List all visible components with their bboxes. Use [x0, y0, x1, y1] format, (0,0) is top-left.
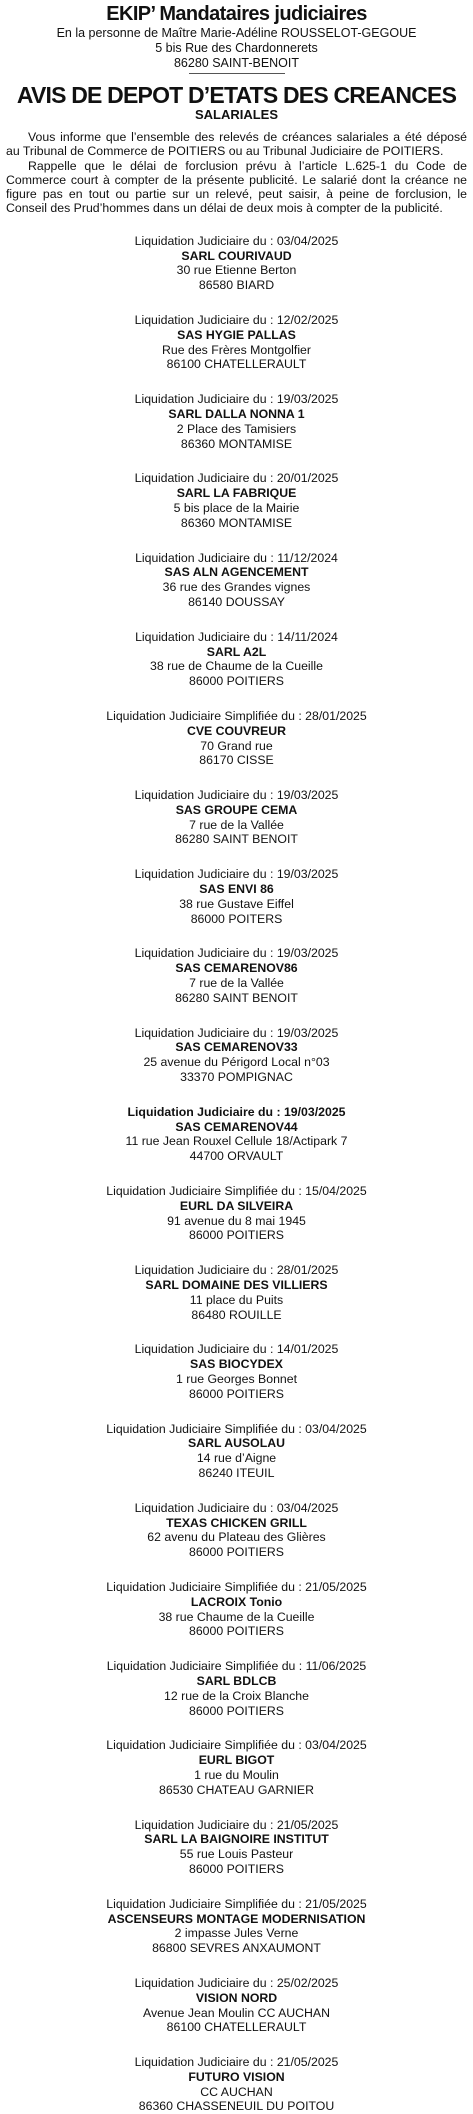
entry-company-name: ASCENSEURS MONTAGE MODERNISATION	[107, 1911, 366, 1926]
entry-address-line: 2 Place des Tamisiers	[176, 421, 297, 436]
entry-procedure: Liquidation Judiciaire du : 19/03/2025	[127, 1104, 346, 1119]
entry-address-line: 86580 BIARD	[198, 278, 275, 293]
firm-person-line: En la personne de Maître Marie-Adéline ROUSSELOT-GEGOUE	[56, 26, 417, 40]
entry-address-line: 86000 POITIERS	[188, 1624, 284, 1639]
entry-company-name: SARL LA BAIGNOIRE INSTITUT	[144, 1832, 329, 1847]
list-item	[6, 867, 467, 926]
list-item	[6, 1738, 467, 1797]
entry-address-line: 11 place du Puits	[189, 1292, 284, 1307]
entry-address-line: 44700 ORVAULT	[189, 1149, 284, 1164]
entry-company-name: VISION NORD	[195, 1990, 278, 2005]
entry-procedure: Liquidation Judiciaire du : 19/03/2025	[134, 788, 339, 803]
entry-address-line: 1 rue du Moulin	[194, 1767, 279, 1782]
list-item	[6, 1263, 467, 1322]
entry-address-line: 2 impasse Jules Verne	[174, 1926, 299, 1941]
entry-address-line: 38 rue Gustave Eiffel	[179, 896, 294, 911]
list-item	[6, 1026, 467, 1085]
entry-address-line: 86000 POITIERS	[188, 1703, 284, 1718]
list-item	[6, 709, 467, 768]
entry-company-name: SARL A2L	[206, 644, 267, 659]
entry-procedure: Liquidation Judiciaire du : 21/05/2025	[134, 1817, 339, 1832]
entry-procedure: Liquidation Judiciaire du : 19/03/2025	[134, 946, 339, 961]
entry-address-line: 7 rue de la Vallée	[189, 817, 284, 832]
entry-address-line: 62 avenu du Plateau des Glières	[147, 1530, 326, 1545]
entry-company-name: SARL DALLA NONNA 1	[168, 406, 305, 421]
list-item	[6, 1818, 467, 1877]
entry-address-line: Rue des Frères Montgolfier	[162, 342, 311, 357]
entry-procedure: Liquidation Judiciaire Simplifiée du : 11/06/2025	[106, 1659, 367, 1674]
entry-address-line: 5 bis place de la Mairie	[173, 500, 300, 515]
entry-procedure: Liquidation Judiciaire du : 11/12/2024	[135, 550, 338, 565]
entry-address-line: 86360 MONTAMISE	[180, 436, 293, 451]
entry-address-line: 86240 ITEUIL	[198, 1465, 275, 1480]
entry-company-name: LACROIX Tonio	[190, 1594, 283, 1609]
entry-procedure: Liquidation Judiciaire Simplifiée du : 15/04/2025	[106, 1184, 367, 1199]
list-item	[6, 1422, 467, 1481]
entry-company-name: SAS CEMARENOV44	[175, 1119, 298, 1134]
entry-address-line: 14 rue d’Aigne	[196, 1451, 277, 1466]
list-item	[6, 946, 467, 1005]
entry-procedure: Liquidation Judiciaire du : 28/01/2025	[134, 1263, 339, 1278]
entry-address-line: 11 rue Jean Rouxel Cellule 18/Actipark 7	[125, 1134, 348, 1149]
entry-company-name: SAS BIOCYDEX	[190, 1357, 283, 1372]
entry-address-line: 86000 POITIERS	[188, 1861, 284, 1876]
entry-company-name: SAS ENVI 86	[199, 882, 274, 897]
entry-address-line: 70 Grand rue	[200, 738, 273, 753]
entry-address-line: 86170 CISSE	[199, 753, 274, 768]
list-item	[6, 471, 467, 530]
entry-company-name: SAS HYGIE PALLAS	[177, 327, 296, 342]
entry-address-line: 86360 CHASSENEUIL DU POITOU	[138, 2099, 335, 2114]
entry-procedure: Liquidation Judiciaire Simplifiée du : 03/04/2025	[106, 1738, 367, 1753]
entry-procedure: Liquidation Judiciaire du : 19/03/2025	[134, 867, 339, 882]
entry-company-name: SAS GROUPE CEMA	[175, 802, 298, 817]
entry-address-line: 86360 MONTAMISE	[180, 515, 293, 530]
entry-address-line: 38 rue Chaume de la Cueille	[158, 1609, 315, 1624]
entry-address-line: 86100 CHATELLERAULT	[166, 2020, 307, 2035]
header-divider	[189, 73, 285, 74]
entry-company-name: SAS ALN AGENCEMENT	[164, 565, 309, 580]
entry-company-name: SARL BDLCB	[196, 1673, 277, 1688]
list-item	[6, 630, 467, 689]
entry-company-name: SARL DOMAINE DES VILLIERS	[145, 1278, 328, 1293]
entry-company-name: CVE COUVREUR	[186, 723, 287, 738]
entry-procedure: Liquidation Judiciaire Simplifiée du : 21/05/2025	[106, 1896, 367, 1911]
entry-address-line: 12 rue de la Croix Blanche	[164, 1688, 309, 1703]
entry-address-line: 86000 POITIERS	[188, 1386, 284, 1401]
entry-address-line: CC AUCHAN	[200, 2084, 273, 2099]
firm-address-line1: 5 bis Rue des Chardonnerets	[155, 41, 318, 55]
entry-address-line: 86000 POITIERS	[188, 674, 284, 689]
entry-address-line: 36 rue des Grandes vignes	[162, 580, 311, 595]
notice-title: AVIS DE DEPOT D’ETATS DES CREANCES	[16, 82, 457, 108]
list-item	[6, 313, 467, 372]
entry-address-line: 86000 POITIERS	[188, 1545, 284, 1560]
entry-company-name: SAS CEMARENOV86	[175, 961, 298, 976]
entry-address-line: 55 rue Louis Pasteur	[179, 1847, 294, 1862]
entry-procedure: Liquidation Judiciaire du : 14/01/2025	[134, 1342, 339, 1357]
legal-notice-page	[0, 2, 473, 2114]
entry-address-line: 86000 POITERS	[190, 911, 283, 926]
list-item	[6, 788, 467, 847]
list-item	[6, 1184, 467, 1243]
entry-address-line: 86480 ROUILLE	[191, 1307, 282, 1322]
entry-procedure: Liquidation Judiciaire Simplifiée du : 21/05/2025	[106, 1579, 367, 1594]
notice-paragraph-2: Rappelle que le délai de forclusion prévu à l’article L.625-1 du Code de Commerce court à compter de la présente publicité. Le salarié dont la créance ne figure pas en tout ou partie sur un relevé, peut saisir, à peine de forclusion, le Conseil des Prud’hommes dans un délai de deux mois à compter de la publicité.	[6, 158, 467, 216]
list-item	[6, 551, 467, 610]
list-item	[6, 1659, 467, 1718]
entry-company-name: EURL BIGOT	[198, 1753, 275, 1768]
entry-procedure: Liquidation Judiciaire Simplifiée du : 28/01/2025	[106, 708, 367, 723]
entry-company-name: SARL COURIVAUD	[181, 248, 292, 263]
entry-procedure: Liquidation Judiciaire du : 14/11/2024	[135, 629, 338, 644]
list-item	[6, 1580, 467, 1639]
entry-address-line: 25 avenue du Périgord Local n°03	[143, 1055, 330, 1070]
list-item	[6, 1342, 467, 1401]
list-item	[6, 1897, 467, 1956]
list-item	[6, 2055, 467, 2114]
entry-address-line: Avenue Jean Moulin CC AUCHAN	[142, 2005, 331, 2020]
entry-company-name: SARL LA FABRIQUE	[176, 486, 297, 501]
entry-address-line: 1 rue Georges Bonnet	[176, 1372, 297, 1386]
entry-company-name: TEXAS CHICKEN GRILL	[166, 1515, 307, 1530]
entry-company-name: SAS CEMARENOV33	[175, 1040, 298, 1055]
entry-address-line: 38 rue de Chaume de la Cueille	[150, 659, 323, 674]
entry-company-name: FUTURO VISION	[188, 2069, 285, 2084]
list-item	[6, 1501, 467, 1560]
entries-list	[6, 234, 467, 2114]
entry-procedure: Liquidation Judiciaire du : 21/05/2025	[134, 2055, 339, 2070]
entry-address-line: 86140 DOUSSAY	[188, 594, 285, 609]
notice-paragraph-1: Vous informe que l’ensemble des relevés de créances salariales a été déposé au Tribunal de Commerce de POITIERS ou au Tribunal Judiciaire de POITIERS.	[6, 130, 467, 159]
entry-procedure: Liquidation Judiciaire du : 12/02/2025	[134, 312, 339, 327]
entry-address-line: 30 rue Etienne Berton	[176, 263, 297, 278]
entry-company-name: SARL AUSOLAU	[187, 1436, 285, 1451]
entry-address-line: 86530 CHATEAU GARNIER	[159, 1782, 314, 1797]
entry-address-line: 91 avenue du 8 mai 1945	[167, 1213, 306, 1228]
entry-procedure: Liquidation Judiciaire du : 19/03/2025	[134, 1025, 339, 1040]
entry-procedure: Liquidation Judiciaire du : 20/01/2025	[134, 471, 339, 486]
entry-address-line: 86100 CHATELLERAULT	[166, 357, 307, 372]
firm-title: EKIP’ Mandataires judiciaires	[106, 3, 367, 25]
list-item	[6, 392, 467, 451]
entry-procedure: Liquidation Judiciaire du : 25/02/2025	[134, 1975, 339, 1990]
entry-address-line: 86280 SAINT BENOIT	[175, 990, 298, 1005]
entry-company-name: EURL DA SILVEIRA	[179, 1198, 294, 1213]
entry-procedure: Liquidation Judiciaire Simplifiée du : 03/04/2025	[106, 1421, 367, 1436]
firm-address-line2: 86280 SAINT-BENOIT	[173, 56, 300, 70]
entry-address-line: 86000 POITIERS	[188, 1228, 284, 1243]
entry-address-line: 7 rue de la Vallée	[189, 976, 284, 991]
entry-address-line: 86800 SEVRES ANXAUMONT	[152, 1941, 321, 1956]
entry-procedure: Liquidation Judiciaire du : 03/04/2025	[134, 233, 339, 248]
notice-subtitle: SALARIALES	[194, 107, 279, 122]
entry-procedure: Liquidation Judiciaire du : 19/03/2025	[134, 392, 339, 407]
entry-address-line: 33370 POMPIGNAC	[180, 1070, 293, 1085]
list-item	[6, 1105, 467, 1164]
list-item	[6, 234, 467, 293]
entry-procedure: Liquidation Judiciaire du : 03/04/2025	[134, 1500, 339, 1515]
list-item	[6, 1976, 467, 2035]
entry-address-line: 86280 SAINT BENOIT	[175, 832, 298, 847]
